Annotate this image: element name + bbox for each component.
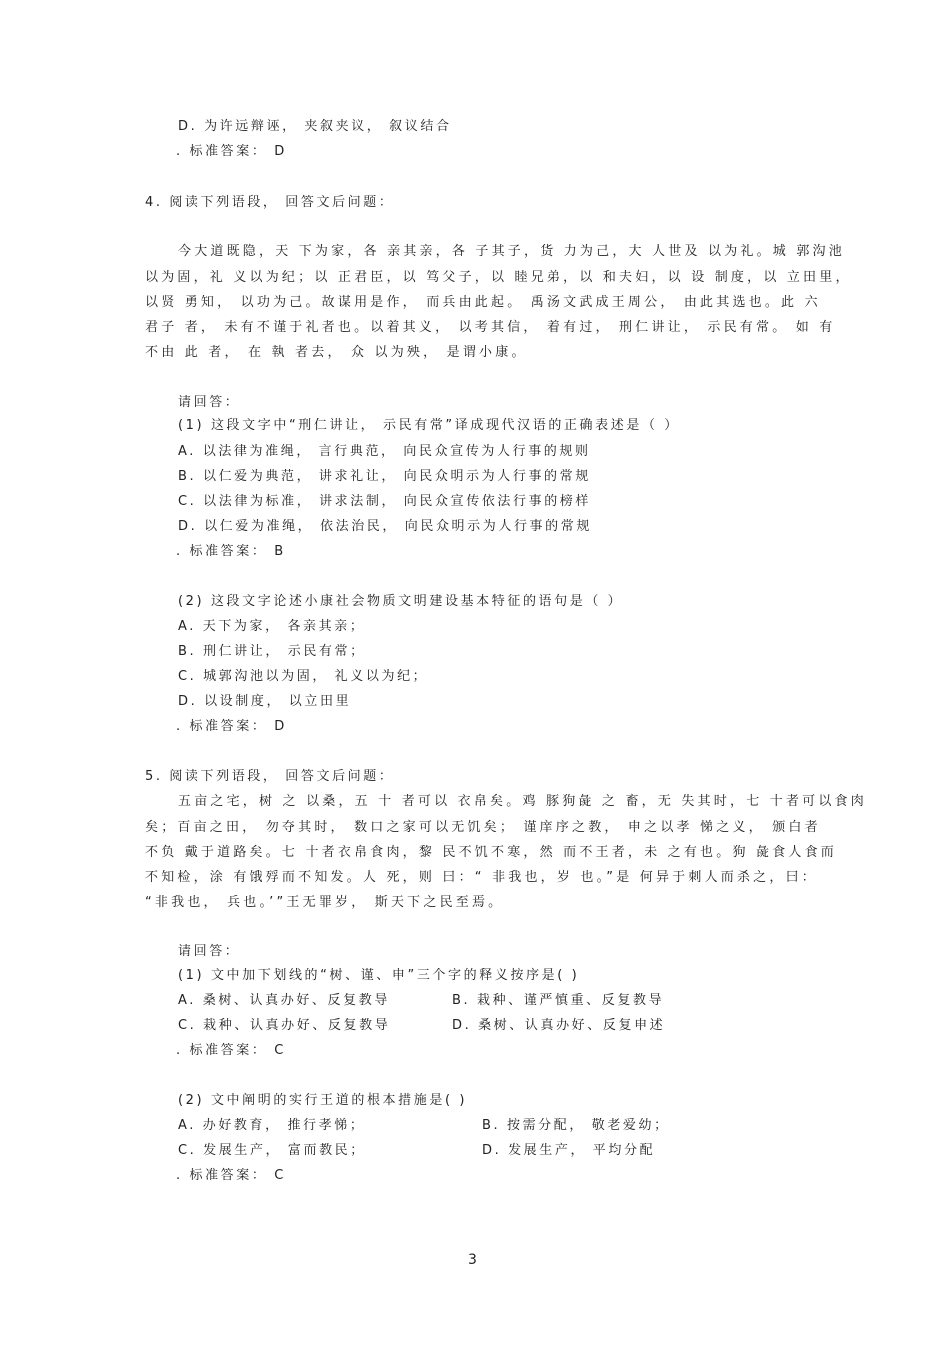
- q4-sub1-option-a: A. 以法律为准绳， 言行典范， 向民众宣传为人行事的规则: [178, 444, 591, 459]
- q4-sub2-option-a: A. 天下为家， 各亲其亲；: [178, 619, 366, 634]
- q5-sub2-option-d: D. 发展生产， 平均分配: [482, 1143, 656, 1158]
- q5-heading: 5. 阅读下列语段， 回答文后问题：: [145, 769, 395, 784]
- q5-sub1-option-c: C. 栽种、认真办好、反复教导: [178, 1018, 391, 1033]
- q4-heading: 4. 阅读下列语段， 回答文后问题：: [145, 195, 395, 210]
- q4-passage-line: 以为固，礼 义以为纪；以 正君臣，以 笃父子，以 睦兄弟，以 和夫妇，以 设 制度，以 立田里，: [145, 270, 852, 285]
- q4-sub1-answer: . 标准答案： B: [176, 544, 286, 559]
- q5-passage-line: 不负 戴于道路矣。七 十者衣帛食肉，黎 民不饥不寒，然 而不王者，未 之有也。狗 彘食人食而: [145, 845, 837, 860]
- q5-sub2-option-b: B. 按需分配， 敬老爱幼；: [482, 1118, 670, 1133]
- q4-sub1-option-c: C. 以法律为标准， 讲求法制， 向民众宣传依法行事的榜样: [178, 494, 592, 509]
- q5-sub1-option-d: D. 桑树、认真办好、反复申述: [452, 1018, 666, 1033]
- q4-passage-line: 以贤 勇知， 以功为己。故谋用是作， 而兵由此起。 禹汤文武成王周公， 由此其选也。此 六: [145, 295, 821, 310]
- q3-option-d: D. 为许远辩诬， 夹叙夹议， 叙议结合: [178, 119, 452, 134]
- q5-sub2-question: (2) 文中阐明的实行王道的根本措施是( ): [178, 1093, 468, 1108]
- q5-sub2-answer: . 标准答案： C: [176, 1168, 286, 1183]
- q4-sub1-option-d: D. 以仁爱为准绳， 依法治民， 向民众明示为人行事的常规: [178, 519, 592, 534]
- q4-sub1-option-b: B. 以仁爱为典范， 讲求礼让， 向民众明示为人行事的常规: [178, 469, 591, 484]
- q5-passage-line: 五亩之宅，树 之 以桑，五 十 者可以 衣帛矣。鸡 豚狗彘 之 畜，无 失其时，七 十者可以食肉: [178, 794, 867, 809]
- q5-sub2-option-c: C. 发展生产， 富而教民；: [178, 1143, 366, 1158]
- q5-passage-line: 矣；百亩之田， 勿夺其时， 数口之家可以无饥矣； 谨庠序之教， 申之以孝 悌之义， 颁白者: [145, 820, 821, 835]
- q4-sub1-question: (1) 这段文字中“刑仁讲让， 示民有常”译成现代汉语的正确表述是（ ）: [178, 418, 680, 433]
- q4-prompt: 请回答：: [178, 395, 241, 410]
- q5-sub1-answer: . 标准答案： C: [176, 1043, 286, 1058]
- q5-sub1-option-a: A. 桑树、认真办好、反复教导: [178, 993, 390, 1008]
- q5-prompt: 请回答：: [178, 944, 241, 959]
- q4-sub2-option-b: B. 刑仁讲让， 示民有常；: [178, 644, 366, 659]
- page-number: 3: [468, 1252, 477, 1268]
- q4-passage-line: 今大道既隐，天 下为家，各 亲其亲，各 子其子，货 力为己，大 人世及 以为礼。城 郭沟池: [178, 244, 845, 259]
- q5-sub1-option-b: B. 栽种、谨严慎重、反复教导: [452, 993, 665, 1008]
- q4-passage-line: 不由 此 者， 在 執 者去， 众 以为殃， 是谓小康。: [145, 345, 528, 360]
- q5-sub1-question: (1) 文中加下划线的“树、谨、申”三个字的释义按序是( ): [178, 968, 580, 983]
- q4-sub2-answer: . 标准答案： D: [176, 719, 287, 734]
- q5-passage-line: 不知检，涂 有饿殍而不知发。人 死，则 曰：“ 非我也，岁 也。”是 何异于刺人而杀之，曰：: [145, 870, 818, 885]
- q4-sub2-question: (2) 这段文字论述小康社会物质文明建设基本特征的语句是（ ）: [178, 594, 624, 609]
- q5-sub2-option-a: A. 办好教育， 推行孝悌；: [178, 1118, 366, 1133]
- q5-passage-line: “非我也， 兵也。’”王无罪岁， 斯天下之民至焉。: [145, 895, 505, 910]
- q4-sub2-option-c: C. 城郭沟池以为固， 礼义以为纪；: [178, 669, 429, 684]
- q4-sub2-option-d: D. 以设制度， 以立田里: [178, 694, 352, 709]
- q3-answer: . 标准答案： D: [176, 144, 287, 159]
- q4-passage-line: 君子 者， 未有不谨于礼者也。以着其义， 以考其信， 着有过， 刑仁讲让， 示民有常。 如 有: [145, 320, 836, 335]
